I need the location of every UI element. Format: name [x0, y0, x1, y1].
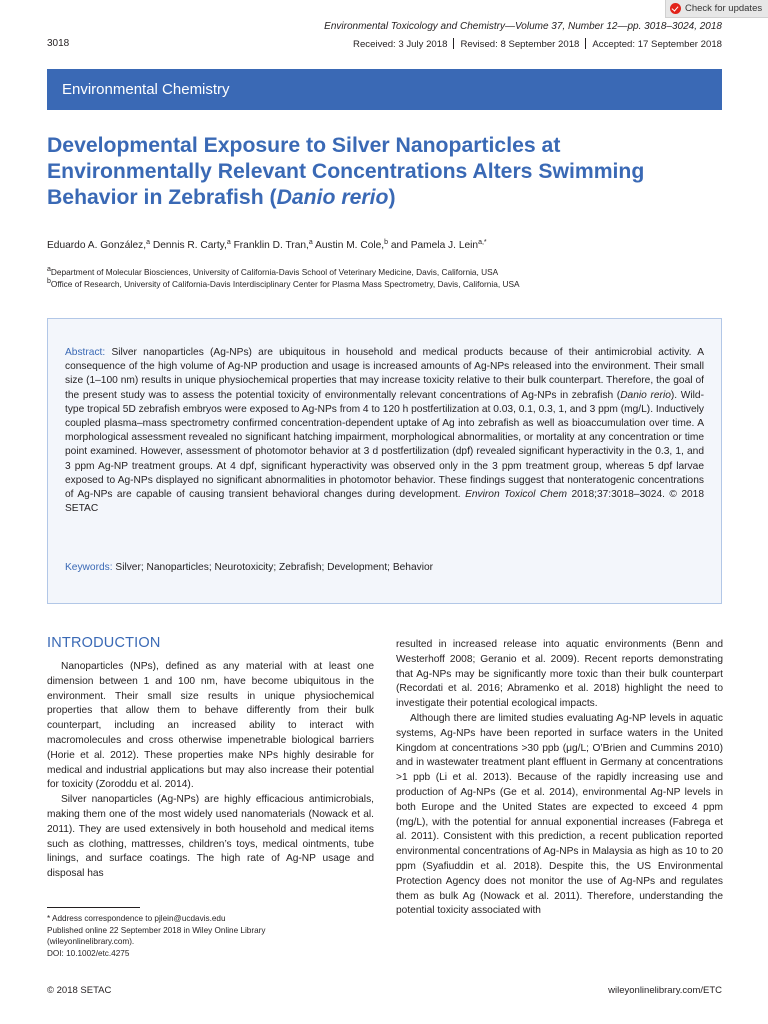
- abstract-text: ). Wild-type tropical 5D zebrafish embryos were exposed to Ag-NPs from 4 to 120 h postfertilization at 0.03, 0.1, 0.3, 1, and 3 ppm (mg/L). Inductively coupled plasma–mass spectrometry confirmed concentration-dependent uptake of Ag into zebrafish as well as bioaccumulation over time. A morphological assessment revealed no significant hatching impairment, morphological abnormalities, or mortality at any concentration or time point examined. However, assessment of photomotor behavior at 3 d postfertilization (dpf) revealed significant hyperactivity in the 0.3, 1, and 3 ppm Ag-NP treatment groups. At 4 dpf, significant hyperactivity was observed only in the 3 ppm treatment group, whereas 5 dpf larvae exposed to Ag-NPs displayed no significant abnormalities in photomotor behavior. These findings suggest that nonteratogenic concentrations of Ag-NPs are capable of causing transient behavioral changes during development.: [65, 389, 704, 501]
- species-name: Danio rerio: [276, 186, 389, 209]
- body-paragraph: resulted in increased release into aquatic environments (Benn and Westerhoff 2008; Geranio et al. 2009). Recent reports demonstrating that Ag-NPs may be significantly more toxic than their bulk counterpart (Recordati et al. 2016; Abramenko et al. 2018) highlight the need to investigate their potential ecological impacts.: [396, 639, 723, 710]
- author-name: Franklin D. Tran,: [230, 240, 309, 251]
- affiliation: [47, 278, 520, 289]
- article-dates: [353, 38, 722, 50]
- species-name: Danio rerio: [620, 389, 671, 401]
- article-title: [47, 133, 727, 211]
- author-affiliation-mark: b: [384, 239, 389, 246]
- title-line: Developmental Exposure to Silver Nanoparticles at: [47, 134, 561, 157]
- journal-url-footer: wileyonlinelibrary.com/ETC: [608, 985, 722, 996]
- author-affiliation-mark: a: [146, 239, 151, 246]
- title-line: [47, 185, 727, 211]
- section-heading-introduction: INTRODUCTION: [47, 635, 161, 651]
- author-affiliation-mark: a,*: [478, 239, 487, 246]
- page-number: 3018: [47, 38, 70, 49]
- received-date: Received: 3 July 2018: [353, 39, 448, 50]
- check-for-updates-label: Check for updates: [685, 3, 763, 14]
- date-divider: [453, 38, 454, 49]
- copyright-footer: © 2018 SETAC: [47, 985, 112, 996]
- author-list: [47, 239, 487, 251]
- revised-date: Revised: 8 September 2018: [460, 39, 580, 50]
- abstract-box: [47, 318, 722, 604]
- right-column: [396, 638, 723, 919]
- author-name: Dennis R. Carty,: [150, 240, 227, 251]
- abstract-paragraph: [65, 346, 704, 516]
- abstract-text: Silver nanoparticles (Ag-NPs) are ubiquitous in household and medical products because of their antimicrobial activity. A consequence of the high volume of Ag-NP production and usage is increased amounts of Ag-NPs released into the environment. Their small size (1–100 nm) results in unique physiochemical properties that may increase toxicity relative to their bulk counterpart. Therefore, the goal of the present study was to assess the potential toxicity of environmentally relevant concentrations of Ag-NPs in zebrafish (: [65, 347, 704, 401]
- body-paragraph: Nanoparticles (NPs), defined as any material with at least one dimension between 1 and 100 nm, have become ubiquitous in the environment. Their small size results in unique physiochemical properties that allow them to behave differently from their bulk counterpart, including an increased ability to interact with macromolecules and cross otherwise impenetrable biological barriers (Horie et al. 2012). These properties make NPs highly desirable for medical and industrial applications but may also increase their potential for toxicity (Zoroddu et al. 2014).: [47, 661, 374, 791]
- footnotes: [47, 913, 374, 959]
- section-banner-label: Environmental Chemistry: [62, 81, 230, 98]
- abstract-label: Abstract:: [65, 347, 106, 358]
- author-name: and Pamela J. Lein: [388, 240, 479, 251]
- author-name: Eduardo A. González,: [47, 240, 147, 251]
- left-column: [47, 660, 374, 882]
- accepted-date: Accepted: 17 September 2018: [592, 39, 722, 50]
- affiliation-mark: a: [47, 266, 51, 273]
- body-paragraph: Although there are limited studies evaluating Ag-NP levels in aquatic systems, Ag-NPs have been reported in surface waters in the United Kingdom at concentrations >30 ppb (μg/L; O’Brien and Cummins 2010) and in wastewater treatment plant effluent in Germany at concentrations >1 ppb (Li et al. 2013). Because of the rapidly increasing use and production of Ag-NPs (Ge et al. 2014), environmental Ag-NP levels in both Europe and the United States are expected to exceed 4 ppm (mg/L), with the potential for annual exponential increases (Fabrega et al. 2011). Consistent with this prediction, a recent publication reported environmental concentrations of Ag-NPs in Malaysia as high as 10 to 20 ppm (Syafiuddin et al. 2018). Despite this, the US Environmental Protection Agency does not monitor the use of Ag-NPs and regulates them as bulk Ag (Nowack et al. 2011). Therefore, understanding the potential toxicity associated with: [396, 712, 723, 917]
- affiliation-text: Office of Research, University of California-Davis Interdisciplinary Center for Plasma Mass Spectrometry, Davis, California, USA: [50, 279, 520, 289]
- date-divider: [585, 38, 586, 49]
- published-note: Published online 22 September 2018 in Wiley Online Library: [47, 925, 266, 935]
- abstract-text: 2018;37:3018–3024. © 2018 SETAC: [65, 489, 705, 515]
- author-name: Austin M. Cole,: [312, 240, 385, 251]
- check-for-updates-button[interactable]: [665, 0, 768, 18]
- body-paragraph: Silver nanoparticles (Ag-NPs) are highly efficacious antimicrobials, making them one of the most widely used nanomaterials (Nowack et al. 2011). They are used extensively in both household and medical items such as clothing, mattresses, children’s toys, medical ointments, tube linings, and surface coatings. The high rate of Ag-NP usage and disposal has: [47, 794, 374, 880]
- doi-note: DOI: 10.1002/etc.4275: [47, 948, 130, 958]
- title-text: Behavior in Zebrafish (: [47, 186, 277, 209]
- footnote-divider: [47, 907, 140, 908]
- correspondence-note: * Address correspondence to pjlein@ucdavis.edu: [47, 914, 226, 923]
- affiliation: [47, 266, 498, 277]
- affiliation-mark: b: [47, 278, 51, 285]
- check-badge-icon: [670, 3, 681, 14]
- title-line: Environmentally Relevant Concentrations Alters Swimming: [47, 160, 645, 183]
- author-affiliation-mark: a: [226, 239, 231, 246]
- section-banner: [47, 69, 722, 110]
- title-text: ): [388, 186, 396, 209]
- keywords-label: Keywords:: [65, 562, 113, 573]
- keywords-text: Silver; Nanoparticles; Neurotoxicity; Zebrafish; Development; Behavior: [112, 562, 434, 573]
- journal-citation-line: Environmental Toxicology and Chemistry—Volume 37, Number 12—pp. 3018–3024, 2018: [324, 21, 722, 32]
- affiliation-text: Department of Molecular Biosciences, University of California-Davis School of Veterinary Medicine, Davis, California, USA: [50, 267, 499, 277]
- abstract-citation: Environ Toxicol Chem: [465, 489, 568, 501]
- author-affiliation-mark: a: [308, 239, 313, 246]
- library-note: (wileyonlinelibrary.com).: [47, 937, 135, 947]
- keywords: [65, 562, 433, 573]
